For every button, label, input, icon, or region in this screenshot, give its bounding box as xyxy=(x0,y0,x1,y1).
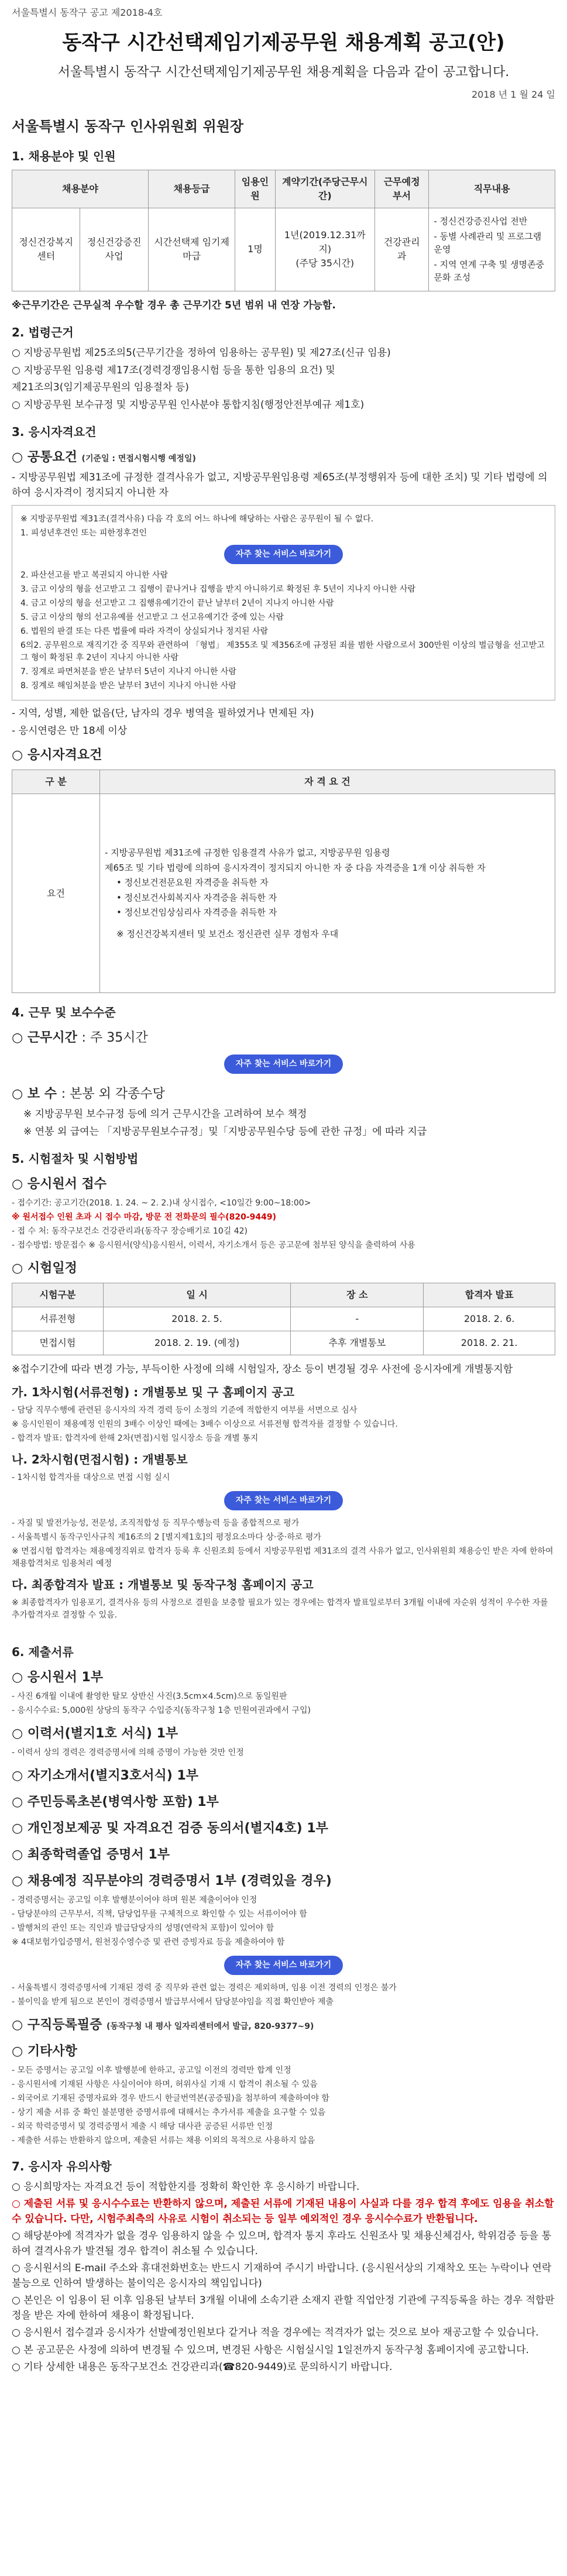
extra-line: - 응시연령은 만 18세 이상 xyxy=(12,724,128,737)
doc-item-heading: ○ 자기소개서(별지3호서식) 1부 xyxy=(12,1768,199,1783)
overlay-wrap xyxy=(12,1488,555,1514)
pay-value: : 본봉 외 각종수당 xyxy=(61,1087,165,1101)
law-line: 제21조의3(임기제공무원의 임용절차 등) xyxy=(12,382,189,393)
box-line: 1. 피성년후견인 또는 피한정후견인 xyxy=(20,528,147,538)
doc-item-line: - 외국어로 기재된 증명자료와 경우 반드시 한글번역본(공증필)을 첨부하여 제출하여야 함 xyxy=(12,2093,329,2103)
doc-item-line: - 제출한 서류는 반환하지 않으며, 제출된 서류는 채용 이외의 목적으로 사용하지 않음 xyxy=(12,2135,315,2145)
table-cell: 2018. 2. 6. xyxy=(424,1307,555,1331)
box-line: 3. 금고 이상의 형을 선고받고 그 집행이 끝나거나 집행을 받지 아니하기로 확정된 후 5년이 지나지 아니한 사람 xyxy=(20,585,415,594)
req-label-cell: 요건 xyxy=(12,794,100,993)
table-cell: 면접시험 xyxy=(12,1331,104,1355)
req-detail-cell xyxy=(100,794,555,993)
schedule-note: ※접수기간에 따라 변경 가능, 부득이한 사정에 의해 시험일자, 장소 등이 변경될 경우 사전에 응시자에게 개별통지함 xyxy=(12,1363,513,1375)
stage2-line: ※ 면접시험 합격자는 채용예정직위로 합격자 등록 후 신원조회 등에서 지방공무원법 제31조의 결격 사유가 없고, 인사위원회 채용승인 받은 자에 한하여 채용합격처로 임용처리 예정 xyxy=(12,1546,554,1568)
apply-heading: ○ 응시원서 접수 xyxy=(12,1177,107,1191)
duty-item: - 정신건강증진사업 전반 xyxy=(434,216,528,226)
table-cell: - xyxy=(291,1307,424,1331)
req-line: ※ 정신건강복지센터 및 보건소 정신관련 실무 경험자 우대 xyxy=(116,928,339,939)
table-header: 직무내용 xyxy=(429,170,555,208)
doc-item-line: - 사진 6개월 이내에 촬영한 탈모 상반신 사진(3.5cm×4.5cm)으로 동일원판 xyxy=(12,1691,287,1701)
table-header: 일 시 xyxy=(103,1283,291,1307)
doc-item-line: - 담당분야의 근무부서, 직책, 담당업무를 구체적으로 확인할 수 있는 서류이어야 함 xyxy=(12,1909,307,1919)
quick-service-button[interactable]: 자주 찾는 서비스 바로가기 xyxy=(224,1956,343,1975)
table-header: 구 분 xyxy=(12,770,100,794)
count-cell: 1명 xyxy=(235,208,275,291)
doc-item-heading: ○ 응시원서 1부 xyxy=(12,1670,104,1685)
period-text: 1년(2019.12.31까지) xyxy=(284,229,366,255)
section-title: 4. 근무 및 보수수준 xyxy=(12,1005,116,1019)
notice-number: 서울특별시 동작구 공고 제2018-4호 xyxy=(12,7,163,18)
page-title: 동작구 시간선택제임기제공무원 채용계획 공고(안) xyxy=(62,31,505,54)
overlay-wrap xyxy=(12,1051,555,1077)
schedule-heading: ○ 시험일정 xyxy=(12,1261,77,1276)
requirements-table xyxy=(12,770,555,993)
apply-warning: ※ 원서접수 인원 초과 시 접수 마감, 방문 전 전화문의 필수(820-9449) xyxy=(12,1213,276,1222)
doc-item-line: - 이력서 상의 경력은 경력증명서에 의해 증명이 가능한 것만 인정 xyxy=(12,1747,244,1757)
law-line: ○ 지방공무원법 제25조의5(근무기간을 정하여 임용하는 공무원) 및 제27조(신규 임용) xyxy=(12,347,391,359)
doc-item-line: - 경력증명서는 공고일 이후 발행분이어야 하며 원본 제출이어야 인정 xyxy=(12,1895,257,1905)
section-title: 6. 제출서류 xyxy=(12,1644,74,1659)
table-cell: 서류전형 xyxy=(12,1307,104,1331)
quick-service-button[interactable]: 자주 찾는 서비스 바로가기 xyxy=(224,545,343,564)
caution-line: ○ 본 공고문은 사정에 의하여 변경될 수 있으며, 변경된 사항은 시험실시일 1일전까지 동작구청 홈페이지에 공고합니다. xyxy=(12,2344,529,2356)
duty-item: - 지역 연계 구축 및 생명존중문화 조성 xyxy=(434,259,545,283)
box-line: ※ 지방공무원법 제31조(결격사유) 다음 각 호의 어느 하나에 해당하는 사람은 공무원이 될 수 없다. xyxy=(20,514,374,524)
doc-item-heading: ○ 채용예정 직무분야의 경력증명서 1부 (경력있을 경우) xyxy=(12,1873,332,1888)
req-line: • 정신보건임상심리사 자격증을 취득한 자 xyxy=(116,907,277,918)
caution-line: ○ 본인은 이 임용이 된 이후 임용된 날부터 3개월 이내에 소속기관 소재지 관할 직업안정 기관에 구직등록을 하는 경우 적합판정을 받은 자에 한하여 채용이 확정됩니다. xyxy=(12,2295,555,2321)
box-line: 6. 법원의 판결 또는 다른 법률에 따라 자격이 상실되거나 정지된 사람 xyxy=(20,627,269,636)
box-line: 6의2. 공무원으로 재직기간 중 직무와 관련하여 「형법」 제355조 및 제356조에 규정된 죄를 범한 사람으로서 300만원 이상의 벌금형을 선고받고 그 형이 확정된 후 2년이 지나지 아니한 사람 xyxy=(20,641,545,662)
table-header: 근무예정부서 xyxy=(374,170,428,208)
pay-note: ※ 연봉 외 급여는 「지방공무원보수규정」및「지방공무원수당 등에 관한 규정」에 따라 지급 xyxy=(23,1125,427,1138)
period-note: ※근무기간은 근무실적 우수할 경우 총 근무기간 5년 범위 내 연장 가능함. xyxy=(12,299,336,311)
caution-line: ○ 기타 상세한 내용은 동작구보건소 건강관리과(☎820-9449)로 문의하시기 바랍니다. xyxy=(12,2361,393,2373)
quick-service-button[interactable]: 자주 찾는 서비스 바로가기 xyxy=(224,1055,343,1074)
final-line: ※ 최종합격자가 임용포기, 결격사유 등의 사정으로 결원을 보충할 필요가 있는 경우에는 합격자 발표일로부터 3개월 이내에 자순위 성적이 우수한 자를 추가합격자로 결정할 수 있음. xyxy=(12,1598,548,1620)
doc-item-line: - 응시수수료: 5,000원 상당의 동작구 수입증지(동작구청 1층 민원여권과에서 구입) xyxy=(12,1705,311,1715)
caution-line: ○ 제출된 서류 및 응시수수료는 반환하지 않으며, 제출된 서류에 기재된 내용이 사실과 다를 경우 합격 후에도 임용을 취소할 수 있습니다. 다만, 시험주최측의 사유로 시험이 취소되는 등 일부 예외적인 경우 응시수수료가 반환됩니다. xyxy=(12,2198,554,2225)
extra-line: - 지역, 성별, 제한 없음(단, 남자의 경우 병역을 필하였거나 면제된 자) xyxy=(12,707,314,719)
law-line: ○ 지방공무원 보수규정 및 지방공무원 인사분야 통합지침(행정안전부예규 제1호) xyxy=(12,399,365,411)
caution-line: ○ 해당분야에 적격자가 없을 경우 임용하지 않을 수 있으며, 합격자 통지 후라도 신원조사 및 채용신체검사, 학위검증 등을 통하여 결격사유가 발견될 경우 합격이 취소될 수 있습니다. xyxy=(12,2230,552,2257)
duties-cell xyxy=(429,208,555,291)
table-cell: 2018. 2. 21. xyxy=(424,1331,555,1355)
doc-item-heading xyxy=(12,2015,555,2035)
doc-item-heading: ○ 최종학력졸업 증명서 1부 xyxy=(12,1847,170,1862)
schedule-table xyxy=(12,1283,555,1355)
doc-item-line: - 서울특별시 경력증명서에 기재된 경력 중 직무와 관련 없는 경력은 제외하며, 임용 이전 경력의 인정은 불가 xyxy=(12,1983,397,1993)
apply-line: - 접수방법: 방문접수 ※ 응시원서(양식)응시원서, 이력서, 자기소개서 등은 공고문에 첨부된 양식을 출력하여 사용 xyxy=(12,1241,415,1250)
section-title: 1. 채용분야 및 인원 xyxy=(12,149,116,163)
req-heading: ○ 응시자격요건 xyxy=(12,748,102,763)
box-line: 5. 금고 이상의 형의 선고유예를 선고받고 그 선고유예기간 중에 있는 사람 xyxy=(20,613,284,622)
work-hours xyxy=(12,1028,555,1047)
doc-item-line: - 응시원서에 기재된 사항은 사실이어야 하며, 허위사실 기재 시 합격이 취소될 수 있음 xyxy=(12,2079,318,2089)
table-header: 계약기간(주당근무시간) xyxy=(275,170,374,208)
pay xyxy=(12,1084,555,1104)
section-title: 5. 시험절차 및 시험방법 xyxy=(12,1152,139,1166)
table-row xyxy=(12,794,555,993)
pay-note: ※ 지방공무원 보수규정 등에 의거 근무시간을 고려하여 보수 책정 xyxy=(23,1108,307,1120)
table-cell: 추후 개별통보 xyxy=(291,1331,424,1355)
field-cell: 정신건강증진사업 xyxy=(80,208,148,291)
work-hours-value: : 주 35시간 xyxy=(81,1031,148,1045)
period-cell xyxy=(275,208,374,291)
apply-line: - 접수기간: 공고기간(2018. 1. 24. ~ 2. 2.)내 상시접수, <10일간 9:00~18:00> xyxy=(12,1198,311,1208)
common-req-tag: (기준일 : 면접시험시행 예정일) xyxy=(81,454,196,463)
recruitment-table xyxy=(12,170,555,291)
stage2-heading: 나. 2차시험(면접시험) : 개별통보 xyxy=(12,1452,188,1466)
stage1-heading: 가. 1차시험(서류전형) : 개별통보 및 구 홈페이지 공고 xyxy=(12,1385,294,1399)
final-heading: 다. 최종합격자 발표 : 개별통보 및 동작구청 홈페이지 공고 xyxy=(12,1577,314,1592)
common-req-title: ○ 공통요건 xyxy=(12,450,77,465)
req-line: 제65조 및 기타 법령에 의하여 응시자격이 정지되지 아니한 자 중 다음 자격증을 1개 이상 취득한 자 xyxy=(105,862,486,873)
box-line: 8. 징계로 해임처분을 받은 날부터 3년이 지나지 아니한 사람 xyxy=(20,681,236,691)
overlay-wrap xyxy=(12,1952,555,1979)
grade-cell: 시간선택제 임기제 마급 xyxy=(148,208,235,291)
overlay-wrap xyxy=(20,541,547,568)
table-header: 시험구분 xyxy=(12,1283,104,1307)
doc-item-line: - 불이익을 받게 됨으로 본인이 경력증명서 발급부서에서 담당분야임을 직접 확인받아 제출 xyxy=(12,1997,334,2007)
doc-item-line: ※ 4대보험가입증명서, 원천징수영수증 및 관련 증빙자료 등을 제출하여야 함 xyxy=(12,1937,285,1947)
lead-text: 서울특별시 동작구 시간선택제임기제공무원 채용계획을 다음과 같이 공고합니다. xyxy=(57,65,510,80)
table-cell: 2018. 2. 5. xyxy=(103,1307,291,1331)
duty-item: - 동별 사례관리 및 프로그램 운영 xyxy=(434,231,542,255)
doc-item-heading: ○ 주민등록초본(병역사항 포함) 1부 xyxy=(12,1794,219,1809)
table-header: 합격자 발표 xyxy=(424,1283,555,1307)
req-line: • 정신보건사회복지사 자격증을 취득한 자 xyxy=(116,892,277,903)
doc-item-line: - 외국 학력증명서 및 경력증명서 제출 시 해당 대사관 공증된 서류만 인정 xyxy=(12,2121,273,2131)
job-registration-title: ○ 구직등록필증 xyxy=(12,2017,102,2032)
committee-name: 서울특별시 동작구 인사위원회 위원장 xyxy=(12,118,244,135)
doc-item-line: - 모든 증명서는 공고일 이후 발행분에 한하고, 공고일 이전의 경력만 합계 인정 xyxy=(12,2065,291,2075)
doc-item-line: - 발행처의 관인 또는 직인과 발급담당자의 성명(연락처 포함)이 있어야 함 xyxy=(12,1923,274,1933)
box-line: 7. 징계로 파면처분을 받은 날부터 5년이 지나지 아니한 사람 xyxy=(20,667,236,676)
req-line: - 지방공무원법 제31조에 규정한 임용결격 사유가 없고, 지방공무원 임용령 xyxy=(105,847,390,858)
doc-item-line: - 상기 제출 서류 중 확인 불분명한 증명서류에 대해서는 추가서류 제출을 요구할 수 있음 xyxy=(12,2107,326,2117)
pay-label: ○ 보 수 xyxy=(12,1087,57,1101)
box-line: 2. 파산선고를 받고 복권되지 아니한 사람 xyxy=(20,571,168,580)
apply-line: - 접 수 처: 동작구보건소 건강관리과(동작구 장승배기로 10길 42) xyxy=(12,1227,248,1236)
table-header: 채용분야 xyxy=(12,170,149,208)
field-cell: 정신건강복지센터 xyxy=(12,208,80,291)
table-cell: 2018. 2. 19. (예정) xyxy=(103,1331,291,1355)
table-header: 임용인원 xyxy=(235,170,275,208)
table-header: 장 소 xyxy=(291,1283,424,1307)
stage1-line: ※ 응시인원이 채용예정 인원의 3배수 이상인 때에는 3배수 이상으로 서류전형 합격자를 결정할 수 있습니다. xyxy=(12,1419,398,1429)
stage2-line: - 1차시험 합격자를 대상으로 면접 시험 실시 xyxy=(12,1472,170,1482)
box-line: 4. 금고 이상의 형을 선고받고 그 집행유예기간이 끝난 날부터 2년이 지나지 아니한 사람 xyxy=(20,599,334,608)
common-req-heading xyxy=(12,448,555,467)
stage2-line: - 서울특별시 동작구인사규칙 제16조의 2 [별지제1호]의 평정요소마다 상·중·하로 평가 xyxy=(12,1532,321,1542)
stage2-line: - 자질 및 발전가능성, 전문성, 조직적합성 등 직무수행능력 등을 종합적으로 평가 xyxy=(12,1518,300,1528)
caution-line: ○ 응시원서 접수결과 응시자가 선발예정인원보다 같거나 적을 경우에는 적격자가 없는 것으로 보아 재공고할 수 있습니다. xyxy=(12,2327,539,2338)
doc-item-heading: ○ 개인정보제공 및 자격요건 검증 동의서(별지4호) 1부 xyxy=(12,1821,328,1836)
section-title: 3. 응시자격요건 xyxy=(12,425,97,439)
quick-service-button[interactable]: 자주 찾는 서비스 바로가기 xyxy=(224,1491,343,1510)
table-header: 채용등급 xyxy=(148,170,235,208)
req-line: • 정신보건전문요원 자격증을 취득한 자 xyxy=(116,877,269,888)
law-line: ○ 지방공무원 임용령 제17조(경력경쟁임용시험 등을 통한 임용의 요건) 및 xyxy=(12,364,335,376)
section-title: 2. 법령근거 xyxy=(12,325,74,339)
doc-item-heading: ○ 이력서(별지1호 서식) 1부 xyxy=(12,1726,178,1741)
stage1-line: - 담당 직무수행에 관련된 응시자의 자격 경력 등이 소정의 기준에 적합한지 여부를 서면으로 심사 xyxy=(12,1405,358,1415)
table-row xyxy=(12,208,555,291)
common-req-desc: - 지방공무원법 제31조에 규정한 결격사유가 없고, 지방공무원임용령 제65조(부정행위자 등에 대한 조치) 및 기타 법령에 의하여 응시자격이 정지되지 아니한 자 xyxy=(12,472,548,499)
hours-text: (주당 35시간) xyxy=(295,257,355,269)
table-header: 자 격 요 건 xyxy=(100,770,555,794)
disqualification-box xyxy=(12,505,555,700)
job-registration-note: (동작구청 내 평사 일자리센터에서 발급, 820-9377~9) xyxy=(106,2021,314,2031)
spacer xyxy=(12,1623,555,1633)
caution-line: ○ 응시원서의 E-mail 주소와 휴대전화번호는 반드시 기재하여 주시기 바랍니다. (응시원서상의 기재착오 또는 누락이나 연락불능으로 인하여 발생하는 불이익은 응시자의 책임입니다) xyxy=(12,2262,552,2289)
work-hours-label: ○ 근무시간 xyxy=(12,1031,77,1045)
stage1-line: - 합격자 발표: 합격자에 한해 2차(면접)시험 일시장소 등을 개별 통지 xyxy=(12,1433,259,1443)
doc-item-heading: ○ 기타사항 xyxy=(12,2043,77,2059)
caution-line: ○ 응시희망자는 자격요건 등이 적합한지를 정확히 확인한 후 응시하기 바랍니다. xyxy=(12,2180,360,2193)
dept-cell: 건강관리과 xyxy=(374,208,428,291)
table-row xyxy=(12,1307,555,1331)
table-row xyxy=(12,1331,555,1355)
notice-date: 2018 년 1 월 24 일 xyxy=(471,89,555,100)
section-title: 7. 응시자 유의사항 xyxy=(12,2159,112,2173)
